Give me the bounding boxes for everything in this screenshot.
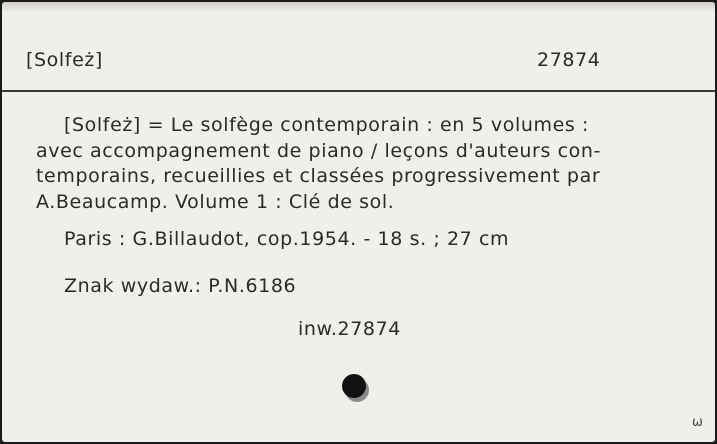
description-line-2: avec accompagnement de piano / leçons d'auteurs con-	[36, 140, 601, 162]
card-heading: [Solfeż]	[26, 49, 103, 71]
inventory-number: inw.27874	[298, 318, 401, 340]
description-line-4: A.Beaucamp. Volume 1 : Clé de sol.	[36, 191, 395, 213]
card-punch-hole	[342, 374, 366, 398]
description-line-3: temporains, recueillies et classées progressivement par	[36, 165, 601, 187]
publisher-number-line: Znak wydaw.: P.N.6186	[64, 275, 297, 297]
catalog-card	[2, 2, 715, 442]
call-number: 27874	[537, 49, 601, 71]
heading-rule	[2, 90, 715, 92]
card-top-shadow	[2, 2, 715, 12]
corner-mark: ω	[692, 415, 703, 430]
description-line-1: [Solfeż] = Le solfège contemporain : en 5 volumes :	[64, 114, 590, 136]
imprint-line: Paris : G.Billaudot, cop.1954. - 18 s. ; 27 cm	[64, 228, 510, 250]
